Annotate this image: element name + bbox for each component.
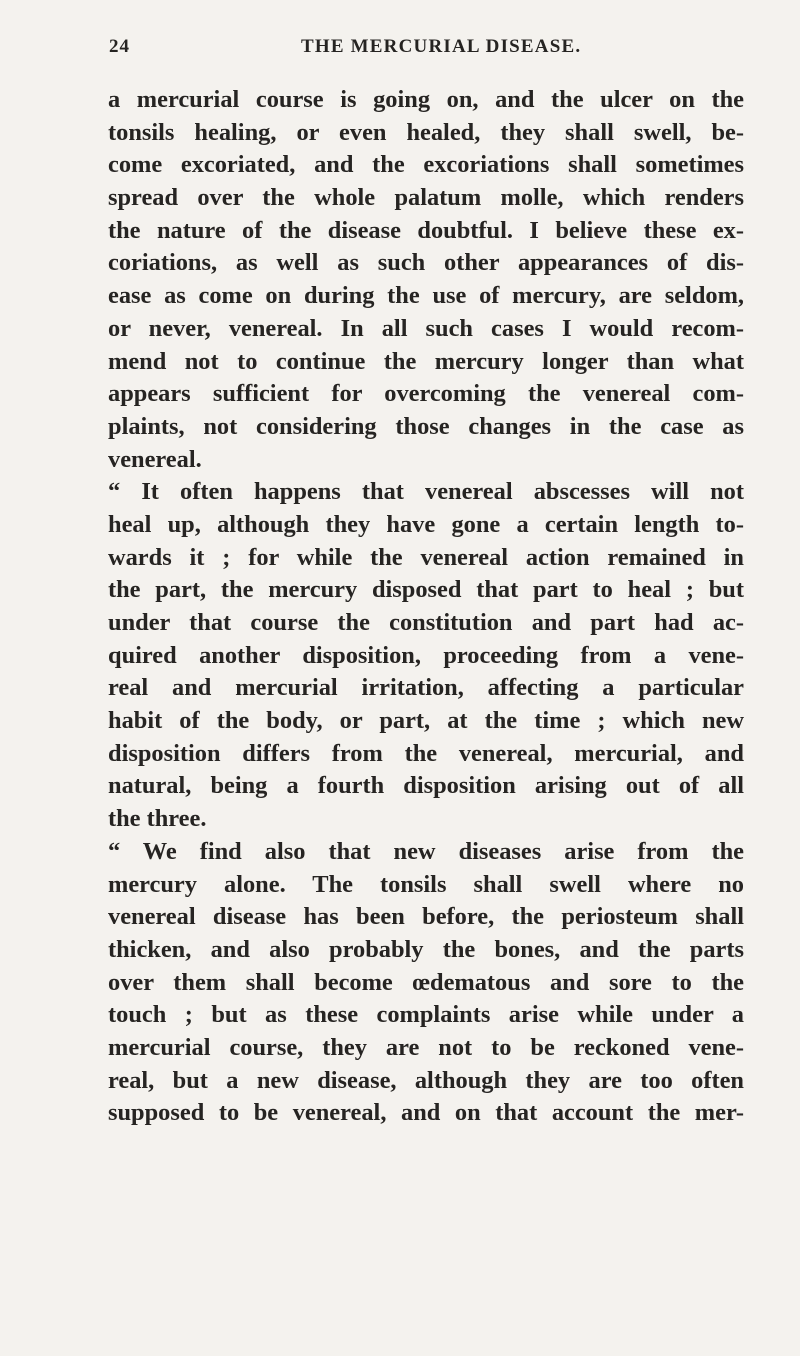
text-line: “ It often happens that venereal abscesses will not	[108, 478, 744, 506]
text-line: mercurial course, they are not to be reckoned vene-	[108, 1033, 744, 1061]
text-line: spread over the whole palatum molle, which renders	[108, 184, 744, 212]
text-line: over them shall become œdematous and sore to the	[108, 968, 744, 996]
text-line: touch ; but as these complaints arise while under a	[108, 1001, 744, 1029]
running-title: THE MERCURIAL DISEASE.	[301, 36, 582, 57]
text-line: ease as come on during the use of mercury, are seldom,	[108, 282, 744, 310]
text-line: a mercurial course is going on, and the ulcer on the	[108, 86, 744, 113]
text-line: or never, venereal. In all such cases I would recom-	[108, 314, 744, 342]
text-line: wards it ; for while the venereal action remained in	[108, 543, 744, 571]
text-line: appears sufficient for overcoming the venereal com-	[108, 380, 744, 408]
text-line: venereal.	[108, 445, 202, 473]
text-line: habit of the body, or part, at the time ; which new	[108, 707, 744, 735]
text-line: real and mercurial irritation, affecting a particular	[108, 674, 744, 702]
body-text	[108, 84, 744, 1130]
text-line: coriations, as well as such other appearances of dis-	[108, 249, 744, 277]
text-line: mercury alone. The tonsils shall swell where no	[108, 870, 744, 898]
text-line: under that course the constitution and part had ac-	[108, 609, 744, 636]
text-line: supposed to be venereal, and on that account the mer-	[108, 1099, 744, 1127]
text-line: the part, the mercury disposed that part to heal ; but	[108, 576, 744, 604]
page-number: 24	[109, 36, 130, 57]
text-line: mend not to continue the mercury longer than what	[108, 347, 744, 375]
text-line: come excoriated, and the excoriations shall sometimes	[108, 151, 744, 179]
text-line: natural, being a fourth disposition arising out of all	[108, 772, 744, 800]
text-line: plaints, not considering those changes in the case as	[108, 412, 744, 440]
text-line: the three.	[108, 805, 207, 833]
text-line: the nature of the disease doubtful. I believe these ex-	[108, 216, 744, 244]
text-line: venereal disease has been before, the periosteum shall	[108, 903, 744, 931]
text-line: tonsils healing, or even healed, they shall swell, be-	[108, 118, 744, 146]
text-line: real, but a new disease, although they are too often	[108, 1066, 744, 1094]
text-line: quired another disposition, proceeding from a vene-	[108, 641, 744, 669]
text-line: heal up, although they have gone a certain length to-	[108, 510, 744, 538]
running-head	[0, 36, 800, 62]
text-line: thicken, and also probably the bones, and the parts	[108, 935, 744, 963]
text-line: disposition differs from the venereal, mercurial, and	[108, 739, 744, 767]
text-line: “ We find also that new diseases arise from the	[108, 837, 744, 865]
